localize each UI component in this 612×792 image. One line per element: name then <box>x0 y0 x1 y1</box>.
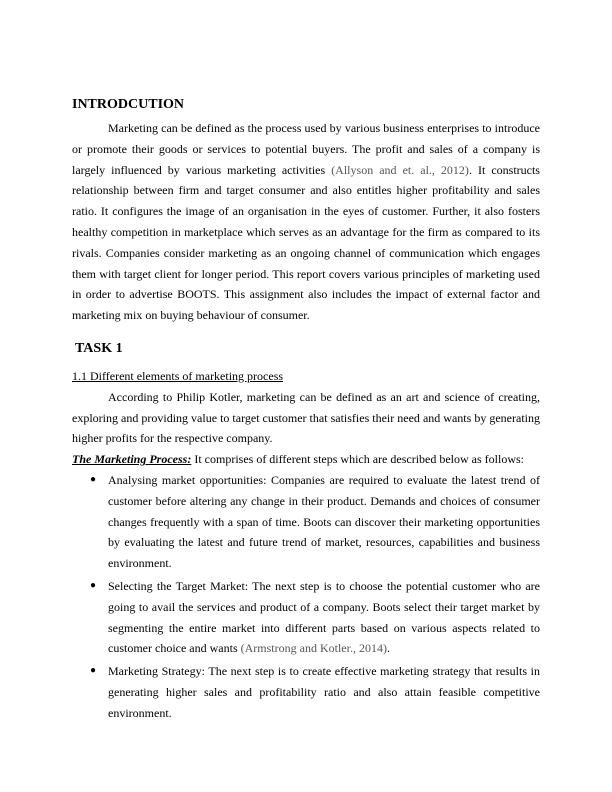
list-item-tail: . <box>386 641 390 656</box>
task1-subheading: 1.1 Different elements of marketing process <box>72 368 284 383</box>
list-item-citation: (Armstrong and Kotler., 2014) <box>240 641 387 656</box>
bullet-icon: ● <box>90 665 97 677</box>
document-page <box>72 96 540 726</box>
list-item-text: Analysing market opportunities: Companies are required to evaluate the latest trend of customer before altering any change in their product. Demands and choices of consumer changes frequently with a span of time. Boots can discover their marketing opportunities by evaluating the latest and future trend of market, resources, capabilities and business environment. <box>108 472 540 571</box>
list-item <box>72 576 540 659</box>
marketing-process-paragraph <box>72 449 540 470</box>
list-item-text: Marketing Strategy: The next step is to create effective marketing strategy that results in generating higher sales and profitability ratio and also attain feasible competitive environment. <box>108 664 540 720</box>
marketing-steps-list <box>72 470 540 724</box>
intro-heading: INTRODCUTION <box>72 97 185 112</box>
kotler-paragraph: According to Philip Kotler, marketing can be defined as an art and science of creating, exploring and providing value to target customer that satisfies their need and wants by generating higher profits for the respective company. <box>72 389 540 446</box>
marketing-process-text: It comprises of different steps which are described below as follows: <box>191 452 525 467</box>
intro-text-1: Marketing can be defined as the process used by various business enterprises to introduce or promote their goods or services to potential buyers. The profit and sales of a company is largely influenced by various marketing activities <box>72 121 540 177</box>
bullet-icon: ● <box>90 579 97 591</box>
task1-heading: TASK 1 <box>75 340 123 356</box>
bullet-icon: ● <box>90 473 97 485</box>
marketing-process-label: The Marketing Process: <box>72 452 192 467</box>
intro-citation: (Allyson and et. al., 2012) <box>331 162 469 177</box>
intro-text-2: . It constructs relationship between firm and target consumer and also entitles higher profitability and sales ratio. It configures the image of an organisation in the eyes of customer. Further, it also fosters healthy competition in marketplace which serves as an advantage for the firm as compared to its rivals. Companies consider marketing as an ongoing channel of communication which engages them with target client for longer period. This report covers various principles of marketing used in order to advertise BOOTS. This assignment also includes the impact of external factor and marketing mix on buying behaviour of consumer. <box>72 162 540 323</box>
list-item-text: Selecting the Target Market: The next step is to choose the potential customer who are going to avail the services and product of a company. Boots select their target market by segmenting the entire market into different parts based on various aspects related to customer choice and wants <box>108 578 540 656</box>
list-item <box>72 470 540 574</box>
intro-paragraph <box>72 118 540 326</box>
list-item <box>72 661 540 723</box>
